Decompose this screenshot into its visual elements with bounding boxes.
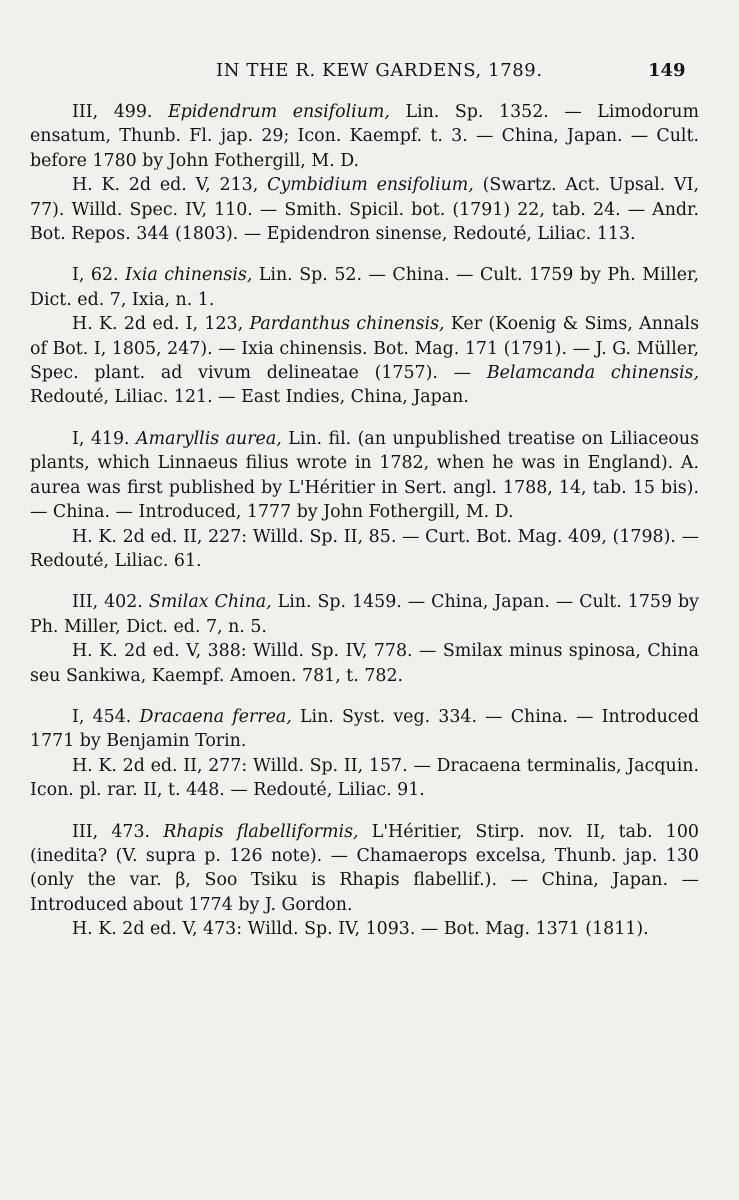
text-segment: Redouté, Liliac. 121. — East Indies, China, Japan. (30, 387, 469, 408)
text-segment: Lin. Sp. 52. — China. — Cult. 1759 by Ph. Miller, Dict. ed. 7, Ixia, n. 1. (30, 265, 699, 310)
species-name: Smilax China, (148, 592, 272, 613)
text-segment: H. K. 2d ed. V, 213, (72, 175, 268, 196)
species-entry (30, 427, 699, 573)
page-body (30, 100, 699, 959)
text-segment: Ker (Koenig & Sims, Annals of Bot. I, 1805, 247). — Ixia chinensis. Bot. Mag. 171 (1791). — J. G. Müller, Spec. plant. ad vivum delineatae (1757). — (30, 314, 699, 384)
entry-citation (30, 100, 699, 173)
species-name: Dracaena ferrea, (139, 706, 292, 727)
text-segment: III, 402. (72, 592, 149, 613)
text-segment: Lin. Sp. 1459. — China, Japan. — Cult. 1759 by Ph. Miller, Dict. ed. 7, n. 5. (30, 592, 699, 637)
running-title: IN THE R. KEW GARDENS, 1789. (216, 60, 543, 81)
entry-kew-reference (30, 754, 699, 803)
species-entry (30, 263, 699, 409)
running-head (0, 60, 739, 84)
text-segment: I, 62. (72, 265, 126, 286)
entry-kew-reference (30, 639, 699, 688)
species-name: Epidendrum ensifolium, (167, 102, 390, 122)
text-segment: Lin. fil. (an unpublished treatise on Liliaceous plants, which Linnaeus filius wrote in 1782, when he was in England). A. aurea was first published by L'Héritier in Sert. angl. 1788, 14, tab. 15 bis). — China. — Introduced, 1777 by John Fothergill, M. D. (30, 428, 700, 523)
species-name: Cymbidium ensifolium, (267, 175, 474, 196)
species-name: Rhapis flabelliformis, (163, 821, 359, 842)
species-entry (30, 590, 699, 688)
page-number: 149 (648, 60, 686, 81)
species-entry (30, 705, 699, 803)
text-segment: III, 499. (72, 102, 168, 122)
text-segment: I, 419. (72, 428, 137, 449)
species-entry (30, 820, 699, 942)
text-segment: Lin. Sp. 1352. — Limodorum ensatum, Thunb. Fl. jap. 29; Icon. Kaempf. t. 3. — China, Japan. — Cult. before 1780 by John Fothergill, M. D. (30, 102, 699, 171)
species-name: Pardanthus chinensis, (249, 314, 445, 335)
species-name: Ixia chinensis, (125, 265, 253, 286)
entry-citation (30, 820, 699, 918)
species-name: Belamcanda chinensis, (486, 363, 699, 384)
text-segment: III, 473. (72, 821, 164, 842)
species-entry (30, 100, 699, 246)
entry-citation (30, 590, 699, 639)
text-segment: H. K. 2d ed. I, 123, (72, 314, 250, 335)
entry-kew-reference (30, 173, 699, 246)
entry-citation (30, 263, 699, 312)
entry-kew-reference (30, 312, 699, 410)
text-segment: L'Héritier, Stirp. nov. II, tab. 100 (inedita? (V. supra p. 126 note). — Chamaerops excelsa, Thunb. jap. 130 (only the var. β, Soo Tsiku is Rhapis flabellif.). — China, Japan. — Introduced about 1774 by J. Gordon. (30, 821, 699, 915)
text-segment: Lin. Syst. veg. 334. — China. — Introduced 1771 by Benjamin Torin. (30, 706, 699, 752)
entry-kew-reference (30, 525, 699, 574)
entry-kew-reference (30, 917, 699, 941)
entry-citation (30, 705, 699, 754)
text-segment: H. K. 2d ed. V, 388: Willd. Sp. IV, 778. — Smilax minus spinosa, China seu Sankiwa, Kaempf. Amoen. 781, t. 782. (30, 641, 699, 686)
text-segment: H. K. 2d ed. II, 277: Willd. Sp. II, 157. — Dracaena terminalis, Jacquin. Icon. pl. rar. II, t. 448. — Redouté, Liliac. 91. (30, 755, 699, 801)
text-segment: H. K. 2d ed. V, 473: Willd. Sp. IV, 1093. — Bot. Mag. 1371 (1811). (72, 919, 649, 940)
text-segment: H. K. 2d ed. II, 227: Willd. Sp. II, 85. — Curt. Bot. Mag. 409, (1798). — Redouté, Liliac. 61. (30, 526, 699, 571)
text-segment: (Swartz. Act. Upsal. VI, 77). Willd. Spec. IV, 110. — Smith. Spicil. bot. (1791) 22, tab. 24. — Andr. Bot. Repos. 344 (1803). — Epidendron sinense, Redouté, Liliac. 113. (30, 175, 699, 245)
text-segment: I, 454. (72, 706, 140, 727)
species-name: Amaryllis aurea, (136, 428, 282, 449)
entry-citation (30, 427, 699, 525)
